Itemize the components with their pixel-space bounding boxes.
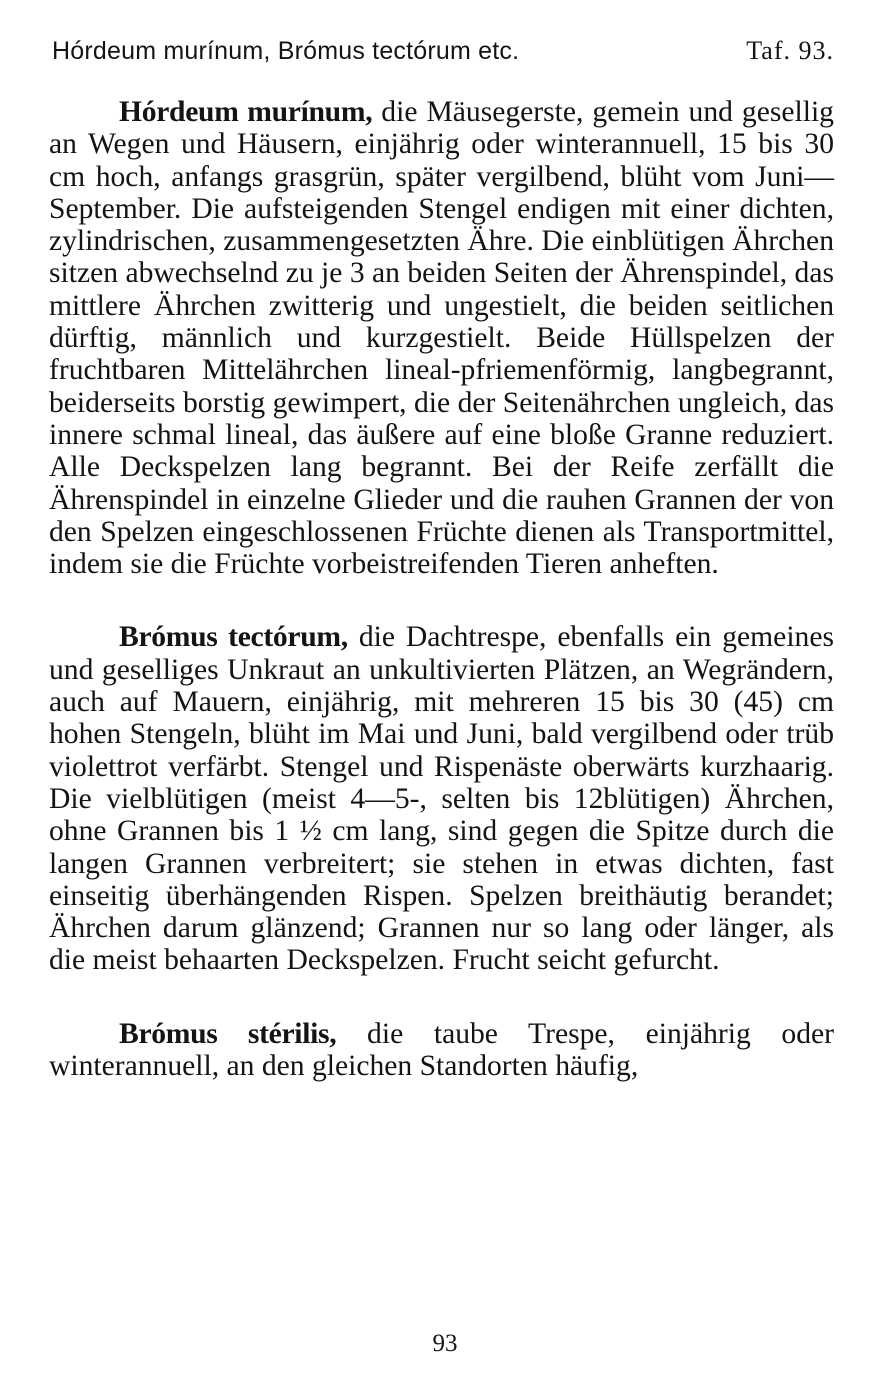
- body-text: [49, 96, 834, 1082]
- running-title: Hórdeum murínum, Brómus tectórum etc.: [52, 37, 520, 65]
- page-number: 93: [432, 1330, 458, 1357]
- entry-term: Hórdeum murínum,: [119, 96, 373, 128]
- entry-term: Brómus tectórum,: [119, 621, 348, 654]
- entry-description: die taube Trespe, einjährig oder winterannuell, an den gleichen Standorten häufig,: [49, 1017, 835, 1083]
- entry-description: die Mäusegerste, gemein und gesellig an Wegen und Häusern, einjährig oder winterannuell, 15 bis 30 cm hoch, anfangs grasgrün, später vergilbend, blüht vom Juni—September. Die aufsteigenden Stengel endigen mit einer dichten, zylindrischen, zusammengesetzten Ähre. Die einblütigen Ährchen sitzen abwechselnd zu je 3 an beiden Seiten der Ährenspindel, das mittlere Ährchen zwitterig und ungestielt, die beiden seitlichen dürftig, männlich und kurzgestielt. Beide Hüllspelzen der fruchtbaren Mittelährchen lineal-pfriemenförmig, langbegrannt, beiderseits borstig gewimpert, die der Seitenährchen ungleich, das innere schmal lineal, das äußere auf eine bloße Granne reduziert. Alle Deckspelzen lang begrannt. Bei der Reife zerfällt die Ährenspindel in einzelne Glieder und die rauhen Grannen der von den Spelzen eingeschlossenen Früchte dienen als Transportmittel, indem sie die Früchte vorbeistreifenden Tieren anheften.: [49, 96, 834, 581]
- running-head: [52, 36, 834, 72]
- entry-term: Brómus stérilis,: [119, 1017, 337, 1050]
- entry-hordeum-murinum: [49, 96, 834, 580]
- plate-number: Taf. 93.: [746, 36, 834, 65]
- entry-bromus-sterilis: [49, 1018, 834, 1083]
- entry-description: die Dachtrespe, ebenfalls ein gemeines und geselliges Unkraut an unkultivierten Plätzen, an Wegrändern, auch auf Mauern, einjährig, mit mehreren 15 bis 30 (45) cm hohen Stengeln, blüht im Mai und Juni, bald vergilbend oder trüb violettrot verfärbt. Stengel und Rispenäste oberwärts kurzhaarig. Die vielblütigen (meist 4—5-, selten bis 12blütigen) Ährchen, ohne Grannen bis 1 ½ cm lang, sind gegen die Spitze durch die langen Grannen verbreitert; sie stehen in etwas dichten, fast einseitig überhängenden Rispen. Spelzen breithäutig berandet; Ährchen darum glänzend; Grannen nur so lang oder länger, als die meist behaarten Deckspelzen. Frucht seicht gefurcht.: [49, 621, 834, 977]
- entry-bromus-tectorum: [49, 621, 834, 976]
